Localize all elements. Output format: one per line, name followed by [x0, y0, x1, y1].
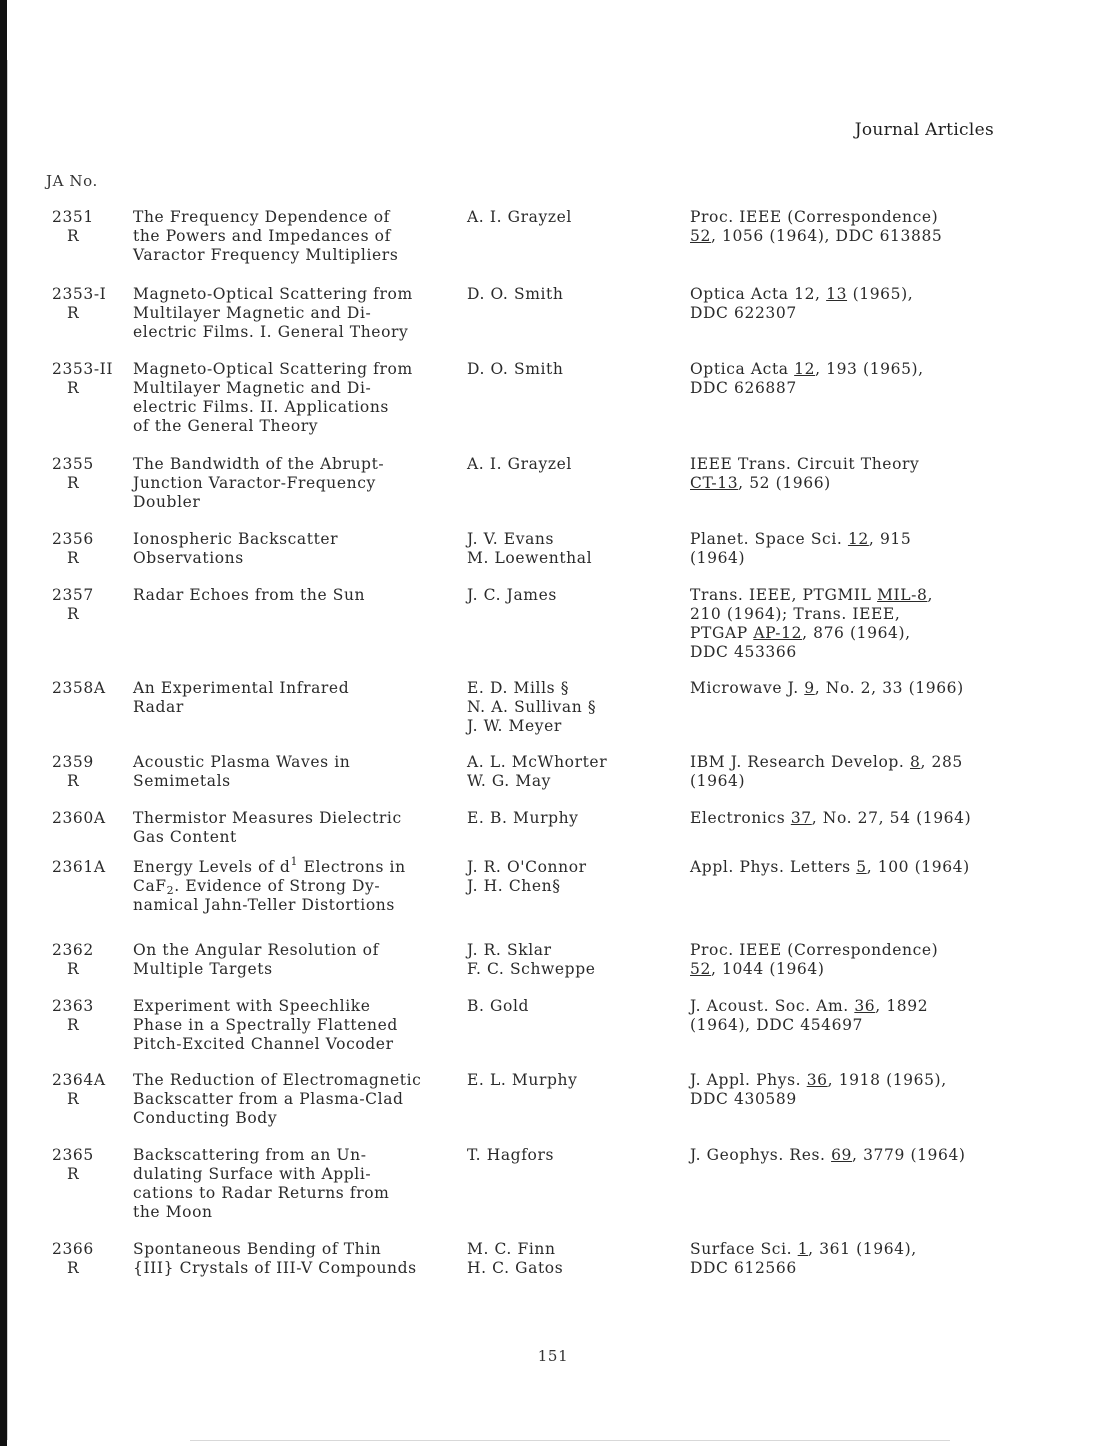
article-title-line — [133, 772, 463, 791]
reference-text: J. Appl. Phys. — [690, 1071, 807, 1089]
title-text: dulating Surface with Appli- — [133, 1165, 372, 1183]
reference-volume: 52 — [690, 227, 711, 245]
author-name: E. B. Murphy — [467, 809, 579, 827]
title-text: The Bandwidth of the Abrupt- — [133, 455, 385, 473]
reference-volume: 12 — [847, 530, 869, 548]
title-text: Semimetals — [133, 772, 231, 790]
article-reference — [690, 941, 1020, 979]
author-name: J. C. James — [467, 586, 557, 604]
article-title-line — [133, 1090, 463, 1109]
author-name: N. A. Sullivan § — [467, 698, 597, 716]
article-title-line — [133, 1165, 463, 1184]
article-title-line — [133, 530, 463, 549]
article-title-line — [133, 1016, 463, 1035]
article-title — [133, 753, 463, 791]
title-text: of the General Theory — [133, 417, 319, 435]
reference-text: J. Geophys. Res. — [690, 1146, 832, 1164]
article-title-line — [133, 809, 463, 828]
article-title-line — [133, 323, 463, 342]
article-authors — [467, 1146, 682, 1165]
title-text: Acoustic Plasma Waves in — [133, 753, 351, 771]
reference-line — [690, 960, 1020, 979]
reference-volume: AP-12 — [753, 624, 803, 642]
reference-line — [690, 1240, 1020, 1259]
ja-number-suffix: R — [67, 549, 80, 567]
reference-text: , 52 (1966) — [738, 474, 831, 492]
ja-number — [52, 753, 122, 791]
reference-text: PTGAP — [690, 624, 754, 642]
article-reference — [690, 208, 1020, 246]
ja-number — [52, 285, 122, 323]
article-title-line — [133, 285, 463, 304]
article-authors — [467, 530, 682, 568]
title-text: Backscatter from a Plasma-Clad — [133, 1090, 404, 1108]
reference-text: (1965), — [847, 285, 914, 303]
reference-line — [690, 1090, 1020, 1109]
article-title-line — [133, 549, 463, 568]
reference-volume: CT-13 — [690, 474, 739, 492]
ja-number-column-label: JA No. — [46, 172, 98, 190]
author-name: J. W. Meyer — [467, 717, 562, 735]
article-title-line — [133, 493, 463, 512]
title-text: Multilayer Magnetic and Di- — [133, 304, 372, 322]
ja-number — [52, 586, 122, 624]
reference-line — [690, 1016, 1020, 1035]
reference-line — [690, 285, 1020, 304]
reference-volume: 37 — [790, 809, 812, 827]
ja-number-value: 2364A — [52, 1071, 106, 1089]
reference-line — [690, 679, 1020, 698]
ja-number-value: 2362 — [52, 941, 94, 959]
reference-text: IBM J. Research Develop. — [690, 753, 910, 771]
article-authors — [467, 809, 682, 828]
article-title — [133, 679, 463, 717]
ja-number — [52, 679, 122, 698]
reference-text: , 285 — [920, 753, 963, 771]
reference-volume: 12 — [794, 360, 816, 378]
title-subscript: 2 — [166, 884, 175, 897]
ja-number — [52, 997, 122, 1035]
title-text: The Reduction of Electromagnetic — [133, 1071, 422, 1089]
reference-line — [690, 941, 1020, 960]
article-reference — [690, 858, 1020, 877]
reference-line — [690, 1259, 1020, 1278]
reference-text: , 193 (1965), — [815, 360, 924, 378]
author-name: W. G. May — [467, 772, 552, 790]
reference-text: , No. 2, 33 (1966) — [814, 679, 964, 697]
title-text: Electrons in — [298, 858, 406, 876]
article-reference — [690, 455, 1020, 493]
title-text: the Powers and Impedances of — [133, 227, 391, 245]
reference-line — [690, 772, 1020, 791]
title-superscript: 1 — [290, 855, 299, 868]
article-authors — [467, 997, 682, 1016]
reference-text: J. Acoust. Soc. Am. — [690, 997, 855, 1015]
scan-edge-line — [7, 60, 8, 1440]
article-title — [133, 208, 463, 265]
ja-number — [52, 208, 122, 246]
reference-text: , 1892 — [875, 997, 929, 1015]
reference-text: Proc. IEEE (Correspondence) — [690, 208, 939, 226]
ja-number — [52, 1071, 122, 1109]
reference-line — [690, 530, 1020, 549]
reference-text: DDC 626887 — [690, 379, 797, 397]
title-text: Multiple Targets — [133, 960, 273, 978]
title-text: . Evidence of Strong Dy- — [174, 877, 381, 895]
article-title — [133, 530, 463, 568]
article-title-line — [133, 997, 463, 1016]
page-number: 151 — [537, 1347, 569, 1365]
article-authors — [467, 285, 682, 304]
ja-number-value: 2360A — [52, 809, 106, 827]
ja-number-suffix: R — [67, 1165, 80, 1183]
article-title-line — [133, 877, 463, 896]
scan-edge-bar — [0, 0, 7, 1446]
article-reference — [690, 679, 1020, 698]
reference-line — [690, 360, 1020, 379]
title-text: Thermistor Measures Dielectric — [133, 809, 402, 827]
reference-text: Appl. Phys. Letters — [690, 858, 857, 876]
reference-line — [690, 753, 1020, 772]
title-text: Phase in a Spectrally Flattened — [133, 1016, 398, 1034]
article-title-line — [133, 1240, 463, 1259]
title-text: Energy Levels of d — [133, 858, 291, 876]
reference-line — [690, 858, 1020, 877]
article-authors — [467, 753, 682, 791]
title-text: An Experimental Infrared — [133, 679, 350, 697]
reference-text: DDC 453366 — [690, 643, 797, 661]
reference-text: , 100 (1964) — [866, 858, 970, 876]
author-name: D. O. Smith — [467, 360, 564, 378]
reference-text: , 876 (1964), — [802, 624, 911, 642]
reference-text: DDC 612566 — [690, 1259, 797, 1277]
article-reference — [690, 1071, 1020, 1109]
reference-volume: 36 — [806, 1071, 828, 1089]
article-title-line — [133, 1184, 463, 1203]
article-title — [133, 855, 463, 915]
reference-line — [690, 1146, 1020, 1165]
ja-number-value: 2355 — [52, 455, 94, 473]
reference-line — [690, 474, 1020, 493]
article-reference — [690, 530, 1020, 568]
reference-text: DDC 622307 — [690, 304, 797, 322]
article-reference — [690, 1240, 1020, 1278]
reference-volume: 13 — [826, 285, 848, 303]
article-title — [133, 941, 463, 979]
ja-number-suffix: R — [67, 772, 80, 790]
article-title-line — [133, 1109, 463, 1128]
reference-volume: 8 — [909, 753, 921, 771]
title-text: Varactor Frequency Multipliers — [133, 246, 399, 264]
reference-text: Trans. IEEE, PTGMIL — [690, 586, 878, 604]
article-authors — [467, 586, 682, 605]
author-name: J. R. Sklar — [467, 941, 552, 959]
ja-number — [52, 360, 122, 398]
author-name: E. L. Murphy — [467, 1071, 578, 1089]
ja-number-value: 2353-I — [52, 285, 107, 303]
reference-text: (1964) — [690, 549, 746, 567]
article-title-line — [133, 941, 463, 960]
article-reference — [690, 285, 1020, 323]
article-title — [133, 455, 463, 512]
article-reference — [690, 753, 1020, 791]
title-text: Magneto-Optical Scattering from — [133, 360, 413, 378]
article-title-line — [133, 417, 463, 436]
author-name: M. C. Finn — [467, 1240, 556, 1258]
author-name: J. R. O'Connor — [467, 858, 587, 876]
reference-line — [690, 549, 1020, 568]
article-title-line — [133, 896, 463, 915]
article-reference — [690, 997, 1020, 1035]
reference-volume: 52 — [690, 960, 711, 978]
reference-text: Optica Acta — [690, 360, 795, 378]
reference-text: , — [927, 586, 933, 604]
ja-number — [52, 809, 122, 828]
article-title-line — [133, 1203, 463, 1222]
section-header: Journal Articles — [854, 120, 994, 140]
article-title-line — [133, 1035, 463, 1054]
article-title-line — [133, 208, 463, 227]
reference-text: , 3779 (1964) — [852, 1146, 966, 1164]
ja-number-value: 2365 — [52, 1146, 94, 1164]
article-title — [133, 1071, 463, 1128]
title-text: Conducting Body — [133, 1109, 278, 1127]
reference-text: Electronics — [690, 809, 791, 827]
title-text: On the Angular Resolution of — [133, 941, 379, 959]
author-name: D. O. Smith — [467, 285, 564, 303]
reference-text: Microwave J. — [690, 679, 805, 697]
article-title — [133, 586, 463, 605]
author-name: H. C. Gatos — [467, 1259, 564, 1277]
article-title-line — [133, 304, 463, 323]
title-text: Observations — [133, 549, 244, 567]
reference-text: Optica Acta 12, — [690, 285, 827, 303]
article-title-line — [133, 455, 463, 474]
article-title — [133, 285, 463, 342]
reference-text: , 361 (1964), — [808, 1240, 917, 1258]
article-title-line — [133, 679, 463, 698]
reference-line — [690, 586, 1020, 605]
reference-volume: MIL-8 — [877, 586, 928, 604]
article-title-line — [133, 474, 463, 493]
article-authors — [467, 941, 682, 979]
article-title-line — [133, 246, 463, 265]
title-text: cations to Radar Returns from — [133, 1184, 390, 1202]
reference-volume: 9 — [804, 679, 815, 697]
reference-volume: 69 — [831, 1146, 853, 1164]
article-title-line — [133, 398, 463, 417]
title-text: electric Films. II. Applications — [133, 398, 389, 416]
ja-number-value: 2357 — [52, 586, 94, 604]
article-authors — [467, 1071, 682, 1090]
reference-volume: 5 — [856, 858, 867, 876]
ja-number-value: 2358A — [52, 679, 106, 697]
title-text: Gas Content — [133, 828, 237, 846]
reference-line — [690, 379, 1020, 398]
article-reference — [690, 809, 1020, 828]
reference-text: , 915 — [868, 530, 912, 548]
reference-text: , 1044 (1964) — [710, 960, 825, 978]
title-text: Experiment with Speechlike — [133, 997, 371, 1015]
author-name: F. C. Schweppe — [467, 960, 596, 978]
title-text: The Frequency Dependence of — [133, 208, 390, 226]
article-title-line — [133, 1146, 463, 1165]
ja-number-value: 2366 — [52, 1240, 94, 1258]
author-name: M. Loewenthal — [467, 549, 593, 567]
title-text: electric Films. I. General Theory — [133, 323, 409, 341]
article-title-line — [133, 586, 463, 605]
article-authors — [467, 455, 682, 474]
article-title-line — [133, 1259, 463, 1278]
ja-number — [52, 1146, 122, 1184]
reference-text: (1964) — [690, 772, 746, 790]
author-name: J. V. Evans — [467, 530, 555, 548]
article-title — [133, 1146, 463, 1222]
reference-line — [690, 304, 1020, 323]
title-text: Radar — [133, 698, 184, 716]
reference-line — [690, 227, 1020, 246]
author-name: A. I. Grayzel — [467, 455, 572, 473]
ja-number-suffix: R — [67, 474, 80, 492]
title-text: namical Jahn-Teller Distortions — [133, 896, 395, 914]
article-title-line — [133, 960, 463, 979]
ja-number-suffix: R — [67, 1016, 80, 1034]
title-text: Magneto-Optical Scattering from — [133, 285, 413, 303]
reference-line — [690, 605, 1020, 624]
author-name: T. Hagfors — [467, 1146, 555, 1164]
reference-text: , 1918 (1965), — [827, 1071, 947, 1089]
reference-line — [690, 809, 1020, 828]
reference-text: (1964), DDC 454697 — [690, 1016, 864, 1034]
reference-volume: 1 — [797, 1240, 809, 1258]
title-text: Radar Echoes from the Sun — [133, 586, 366, 604]
article-title-line — [133, 379, 463, 398]
article-title-line — [133, 828, 463, 847]
reference-text: 210 (1964); Trans. IEEE, — [690, 605, 901, 623]
reference-text: Planet. Space Sci. — [690, 530, 848, 548]
reference-line — [690, 1071, 1020, 1090]
article-title-line — [133, 227, 463, 246]
reference-text: Proc. IEEE (Correspondence) — [690, 941, 939, 959]
title-text: Junction Varactor-Frequency — [133, 474, 376, 492]
author-name: B. Gold — [467, 997, 530, 1015]
author-name: A. L. McWhorter — [467, 753, 608, 771]
ja-number-suffix: R — [67, 605, 80, 623]
ja-number — [52, 1240, 122, 1278]
article-title-line — [133, 753, 463, 772]
title-text: Pitch-Excited Channel Vocoder — [133, 1035, 394, 1053]
reference-line — [690, 455, 1020, 474]
article-title-line — [133, 360, 463, 379]
ja-number — [52, 455, 122, 493]
ja-number — [52, 941, 122, 979]
reference-text: , 1056 (1964), DDC 613885 — [710, 227, 943, 245]
article-authors — [467, 360, 682, 379]
ja-number-suffix: R — [67, 960, 80, 978]
author-name: E. D. Mills § — [467, 679, 570, 697]
ja-number-value: 2356 — [52, 530, 94, 548]
article-reference — [690, 360, 1020, 398]
ja-number-value: 2351 — [52, 208, 94, 226]
ja-number — [52, 530, 122, 568]
article-title — [133, 1240, 463, 1278]
title-text: {III} Crystals of III-V Compounds — [133, 1259, 417, 1277]
reference-line — [690, 208, 1020, 227]
reference-line — [690, 643, 1020, 662]
reference-text: DDC 430589 — [690, 1090, 797, 1108]
reference-text: , No. 27, 54 (1964) — [811, 809, 972, 827]
article-title-line — [133, 1071, 463, 1090]
article-title-line — [133, 855, 463, 877]
article-title — [133, 360, 463, 436]
reference-line — [690, 624, 1020, 643]
author-name: J. H. Chen§ — [467, 877, 561, 895]
ja-number — [52, 858, 122, 877]
article-authors — [467, 858, 682, 896]
reference-line — [690, 997, 1020, 1016]
author-name: A. I. Grayzel — [467, 208, 572, 226]
article-title — [133, 809, 463, 847]
reference-text: IEEE Trans. Circuit Theory — [690, 455, 920, 473]
article-reference — [690, 586, 1020, 662]
ja-number-suffix: R — [67, 304, 80, 322]
ja-number-value: 2359 — [52, 753, 94, 771]
ja-number-value: 2361A — [52, 858, 106, 876]
ja-number-suffix: R — [67, 1090, 80, 1108]
title-text: the Moon — [133, 1203, 213, 1221]
article-authors — [467, 1240, 682, 1278]
reference-volume: 36 — [854, 997, 876, 1015]
article-reference — [690, 1146, 1020, 1165]
ja-number-suffix: R — [67, 379, 80, 397]
title-text: Backscattering from an Un- — [133, 1146, 367, 1164]
title-text: Multilayer Magnetic and Di- — [133, 379, 372, 397]
scan-bottom-line — [190, 1440, 950, 1441]
reference-text: Surface Sci. — [690, 1240, 798, 1258]
title-text: Spontaneous Bending of Thin — [133, 1240, 382, 1258]
article-title — [133, 997, 463, 1054]
title-text: CaF — [133, 877, 167, 895]
article-title-line — [133, 698, 463, 717]
ja-number-value: 2353-II — [52, 360, 114, 378]
article-authors — [467, 679, 682, 736]
ja-number-value: 2363 — [52, 997, 94, 1015]
ja-number-suffix: R — [67, 1259, 80, 1277]
ja-number-suffix: R — [67, 227, 80, 245]
title-text: Ionospheric Backscatter — [133, 530, 339, 548]
title-text: Doubler — [133, 493, 201, 511]
article-authors — [467, 208, 682, 227]
